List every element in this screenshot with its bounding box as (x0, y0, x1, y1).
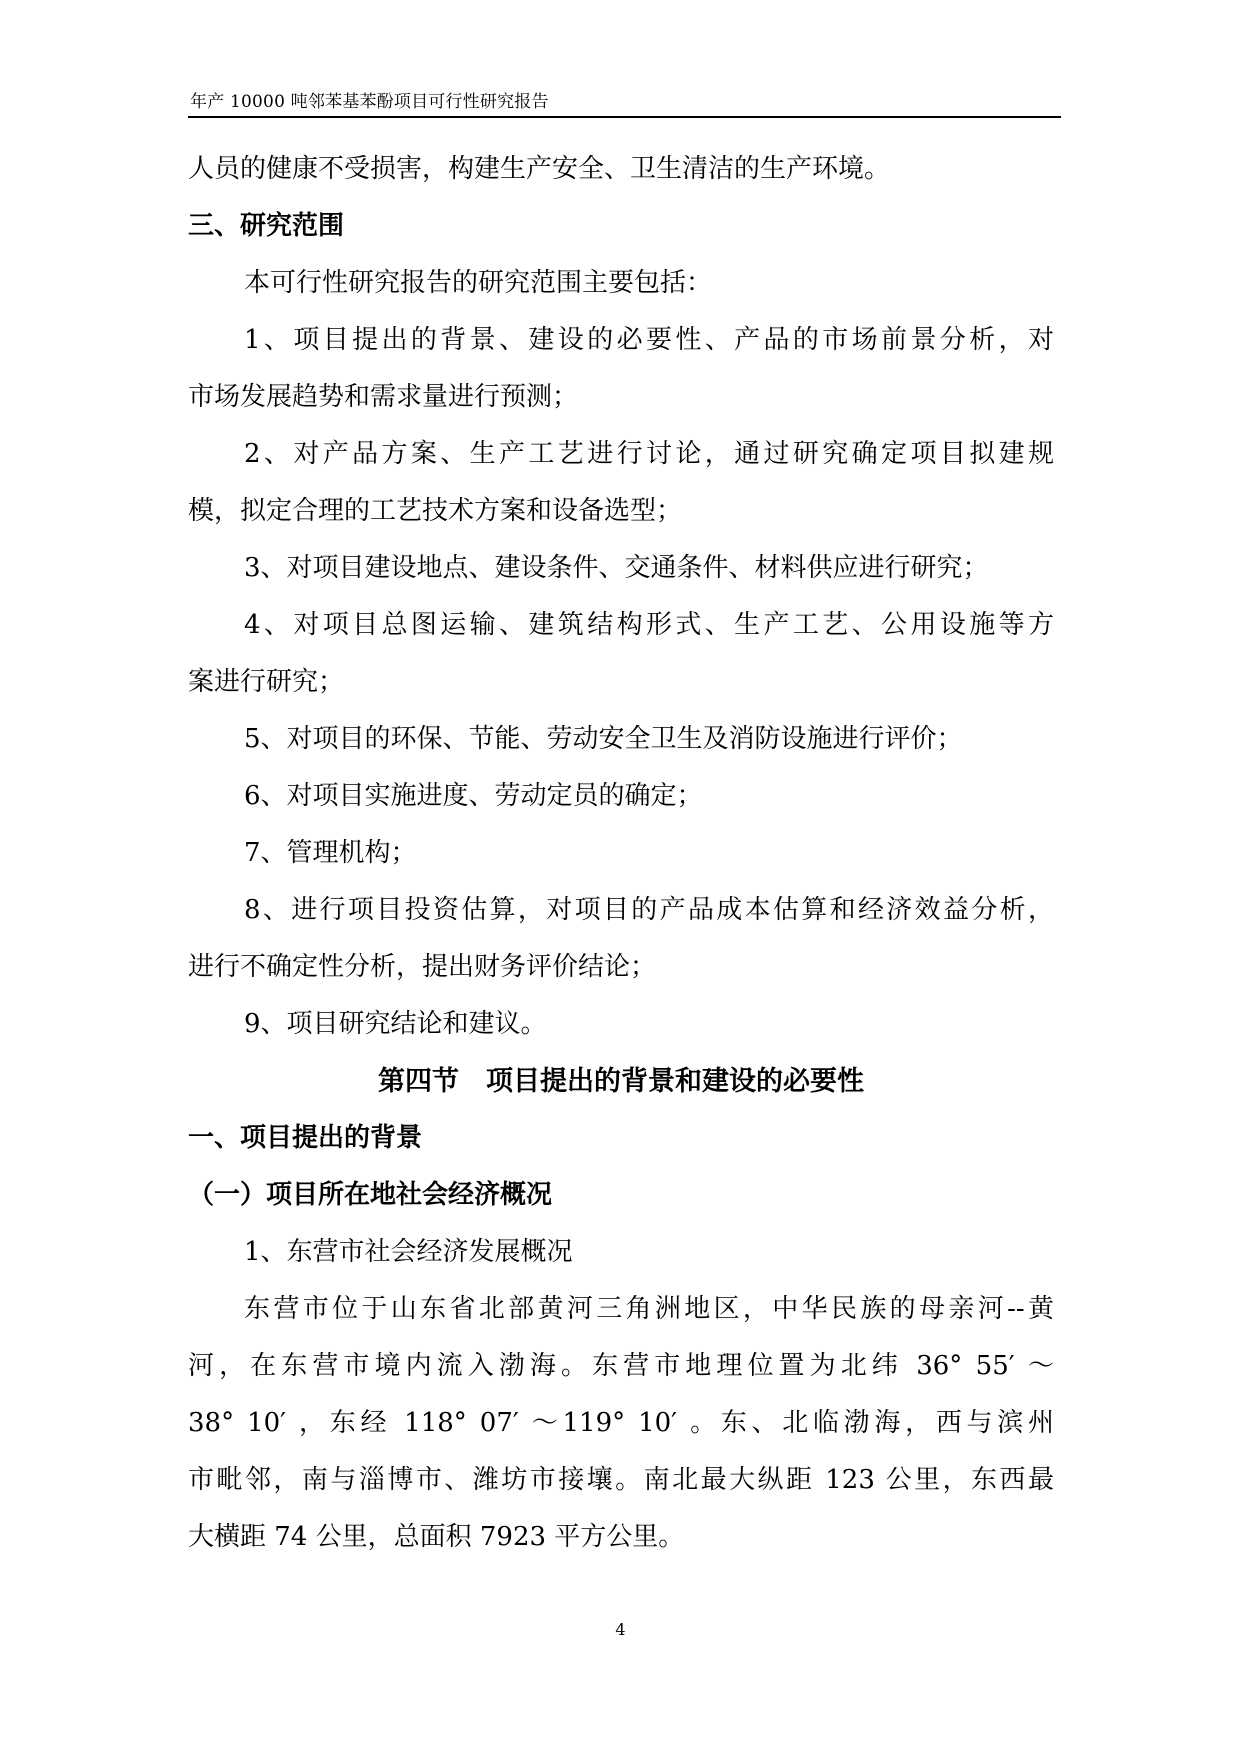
paragraph-line: 38° 10′ ，东经 118° 07′ ～119° 10′ 。东、北临渤海，西与滨州 (188, 1408, 1054, 1438)
list-item: 1、项目提出的背景、建设的必要性、产品的市场前景分析，对 (244, 325, 1054, 355)
list-item-continuation: 进行不确定性分析，提出财务评价结论； (188, 952, 657, 982)
subsection-heading: 一、项目提出的背景 (188, 1123, 423, 1153)
paragraph-line: 河，在东营市境内流入渤海。东营市地理位置为北纬 36° 55′ ～ (188, 1351, 1054, 1381)
list-item: 8、进行项目投资估算，对项目的产品成本估算和经济效益分析， (244, 895, 1054, 925)
list-item: 9、项目研究结论和建议。 (244, 1009, 547, 1039)
document-body (188, 141, 1054, 1566)
list-item: 6、对项目实施进度、劳动定员的确定； (244, 781, 703, 811)
header-title: 年产 10000 吨邻苯基苯酚项目可行性研究报告 (190, 92, 549, 112)
paragraph-heading: 1、东营市社会经济发展概况 (244, 1237, 573, 1267)
section-title: 第四节 项目提出的背景和建设的必要性 (378, 1066, 864, 1097)
sub-subsection-heading: （一）项目所在地社会经济概况 (188, 1180, 553, 1210)
list-item-continuation: 模，拟定合理的工艺技术方案和设备选型； (188, 496, 683, 526)
list-item-continuation: 案进行研究； (188, 667, 345, 697)
list-item: 5、对项目的环保、节能、劳动安全卫生及消防设施进行评价； (244, 724, 963, 754)
list-item: 2、对产品方案、生产工艺进行讨论，通过研究确定项目拟建规 (244, 439, 1054, 469)
paragraph-line: 东营市位于山东省北部黄河三角洲地区，中华民族的母亲河--黄 (244, 1294, 1054, 1324)
paragraph-line: 人员的健康不受损害，构建生产安全、卫生清洁的生产环境。 (188, 154, 891, 184)
list-item: 7、管理机构； (244, 838, 417, 868)
subsection-heading: 三、研究范围 (188, 211, 345, 241)
list-item: 4、对项目总图运输、建筑结构形式、生产工艺、公用设施等方 (244, 610, 1054, 640)
list-item-continuation: 市场发展趋势和需求量进行预测； (188, 382, 579, 412)
paragraph-line: 市毗邻，南与淄博市、潍坊市接壤。南北最大纵距 123 公里，东西最 (188, 1465, 1054, 1495)
page-header (188, 84, 1061, 118)
page-number: 4 (615, 1620, 626, 1639)
paragraph-line: 大横距 74 公里，总面积 7923 平方公里。 (188, 1522, 685, 1552)
paragraph-line: 本可行性研究报告的研究范围主要包括： (244, 268, 713, 298)
list-item: 3、对项目建设地点、建设条件、交通条件、材料供应进行研究； (244, 553, 989, 583)
